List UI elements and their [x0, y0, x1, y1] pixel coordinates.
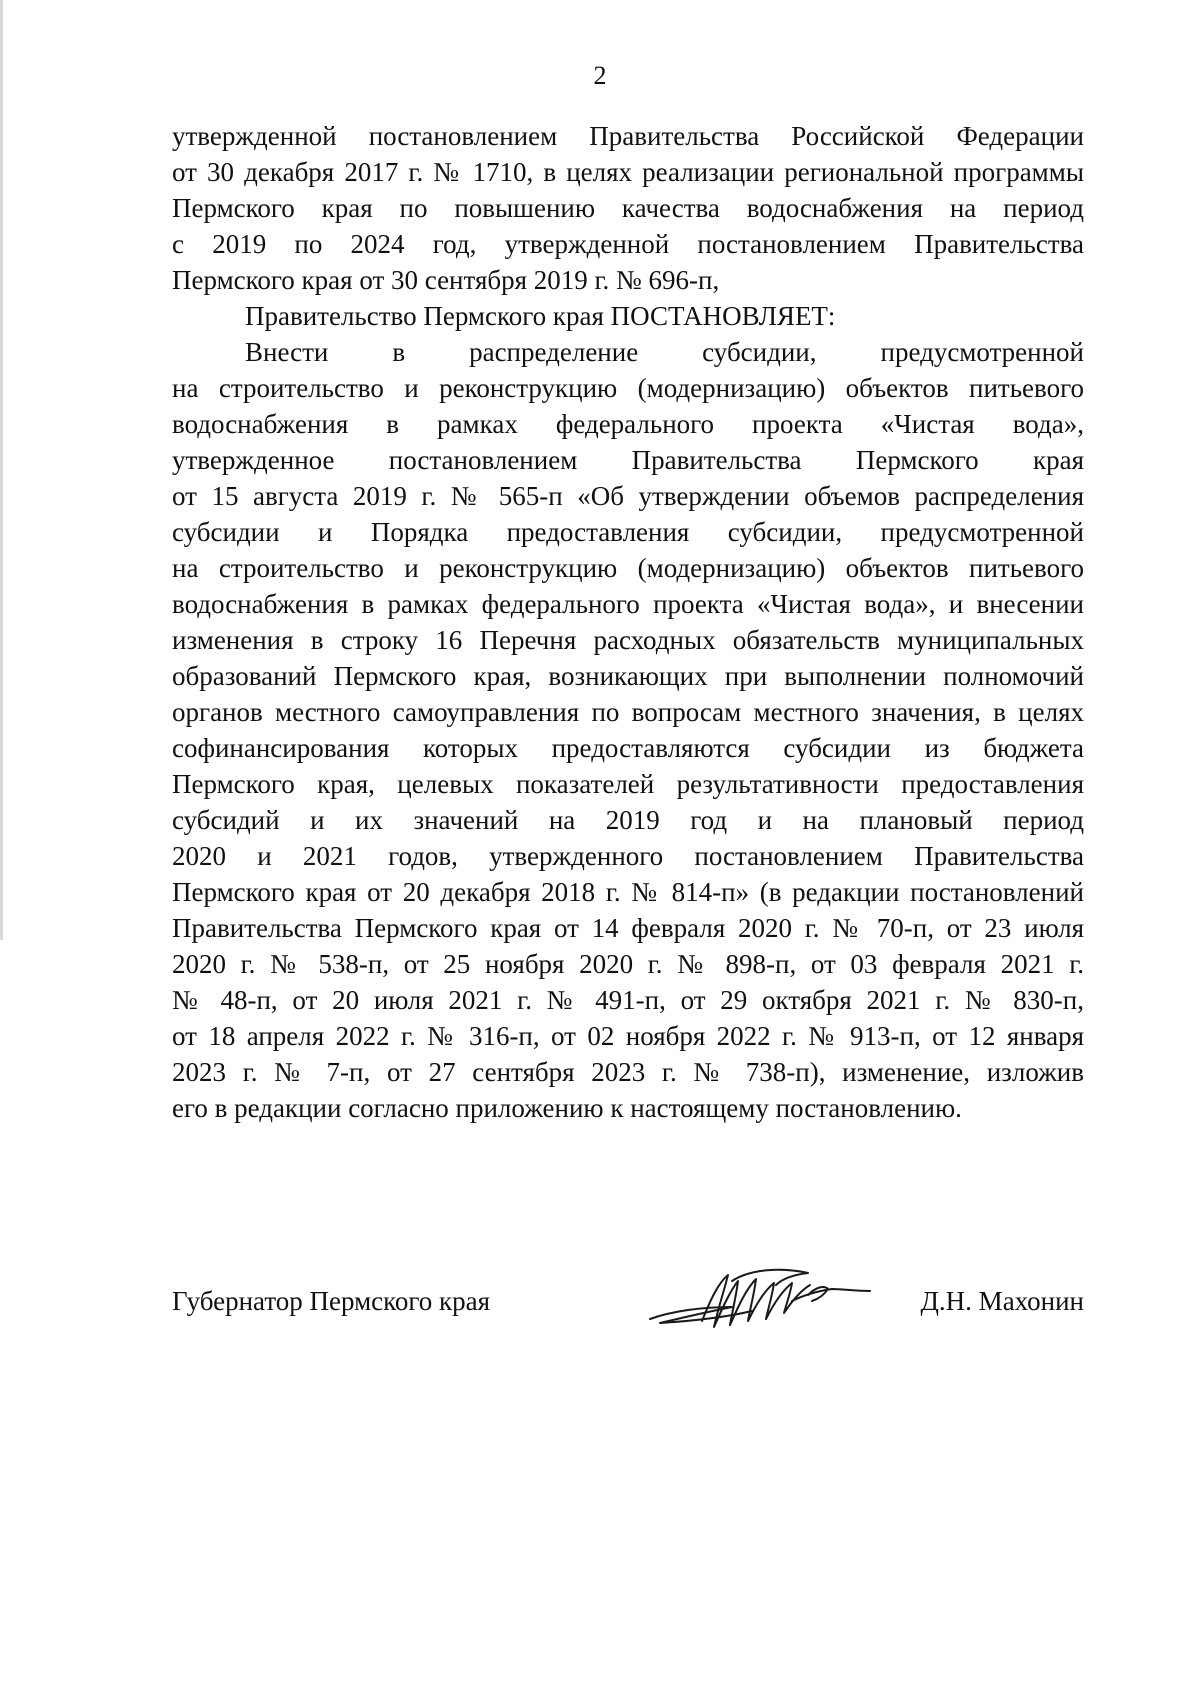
- signatory-name: Д.Н. Махонин: [920, 1286, 1084, 1316]
- text-line: с 2019 по 2024 год, утвержденной постановлением Правительства: [172, 229, 1084, 259]
- text-line: от 18 апреля 2022 г. № 316-п, от 02 ноября 2022 г. № 913-п, от 12 января: [172, 1021, 1084, 1051]
- text-line: утвержденной постановлением Правительства Российской Федерации: [172, 121, 1084, 151]
- text-line: водоснабжения в рамках федерального проекта «Чистая вода», и внесении: [172, 589, 1084, 619]
- text-line: изменения в строку 16 Перечня расходных обязательств муниципальных: [172, 625, 1084, 655]
- document-body: [172, 118, 1084, 1126]
- scan-edge: [0, 0, 3, 940]
- text-line: на строительство и реконструкцию (модернизацию) объектов питьевого: [172, 373, 1084, 403]
- text-line: Правительства Пермского края от 14 февраля 2020 г. № 70-п, от 23 июля: [172, 913, 1084, 943]
- handwritten-signature: [632, 1261, 882, 1341]
- text-line: образований Пермского края, возникающих при выполнении полномочий: [172, 661, 1084, 691]
- text-line: 2020 г. № 538-п, от 25 ноября 2020 г. № 898-п, от 03 февраля 2021 г.: [172, 949, 1084, 979]
- text-line: на строительство и реконструкцию (модернизацию) объектов питьевого: [172, 553, 1084, 583]
- text-line: 2020 и 2021 годов, утвержденного постановлением Правительства: [172, 841, 1084, 871]
- text-line: субсидий и их значений на 2019 год и на плановый период: [172, 805, 1084, 835]
- text-line: № 48-п, от 20 июля 2021 г. № 491-п, от 29 октября 2021 г. № 830-п,: [172, 985, 1084, 1015]
- text-line: от 30 декабря 2017 г. № 1710, в целях реализации региональной программы: [172, 157, 1084, 187]
- text-line: утвержденное постановлением Правительства Пермского края: [172, 445, 1084, 475]
- text-line: 2023 г. № 7-п, от 27 сентября 2023 г. № 738-п), изменение, изложив: [172, 1057, 1084, 1087]
- text-line: водоснабжения в рамках федерального проекта «Чистая вода»,: [172, 409, 1084, 439]
- text-line: Пермского края от 20 декабря 2018 г. № 814-п» (в редакции постановлений: [172, 877, 1084, 907]
- text-line: Внести в распределение субсидии, предусмотренной: [245, 337, 1084, 367]
- text-line: органов местного самоуправления по вопросам местного значения, в целях: [172, 697, 1084, 727]
- text-line: Пермского края по повышению качества водоснабжения на период: [172, 193, 1084, 223]
- text-line: Пермского края от 30 сентября 2019 г. № 696-п,: [172, 265, 720, 295]
- text-line: от 15 августа 2019 г. № 565-п «Об утверждении объемов распределения: [172, 481, 1084, 511]
- signature-block: [172, 1277, 1084, 1347]
- decree-statement: Правительство Пермского края ПОСТАНОВЛЯЕТ:: [245, 301, 836, 331]
- signatory-title: Губернатор Пермского края: [172, 1286, 491, 1316]
- text-line: Пермского края, целевых показателей результативности предоставления: [172, 769, 1084, 799]
- text-line: субсидии и Порядка предоставления субсидии, предусмотренной: [172, 517, 1084, 547]
- text-line: его в редакции согласно приложению к настоящему постановлению.: [172, 1093, 962, 1123]
- page-number: 2: [593, 61, 607, 90]
- text-line: софинансирования которых предоставляются субсидии из бюджета: [172, 733, 1084, 763]
